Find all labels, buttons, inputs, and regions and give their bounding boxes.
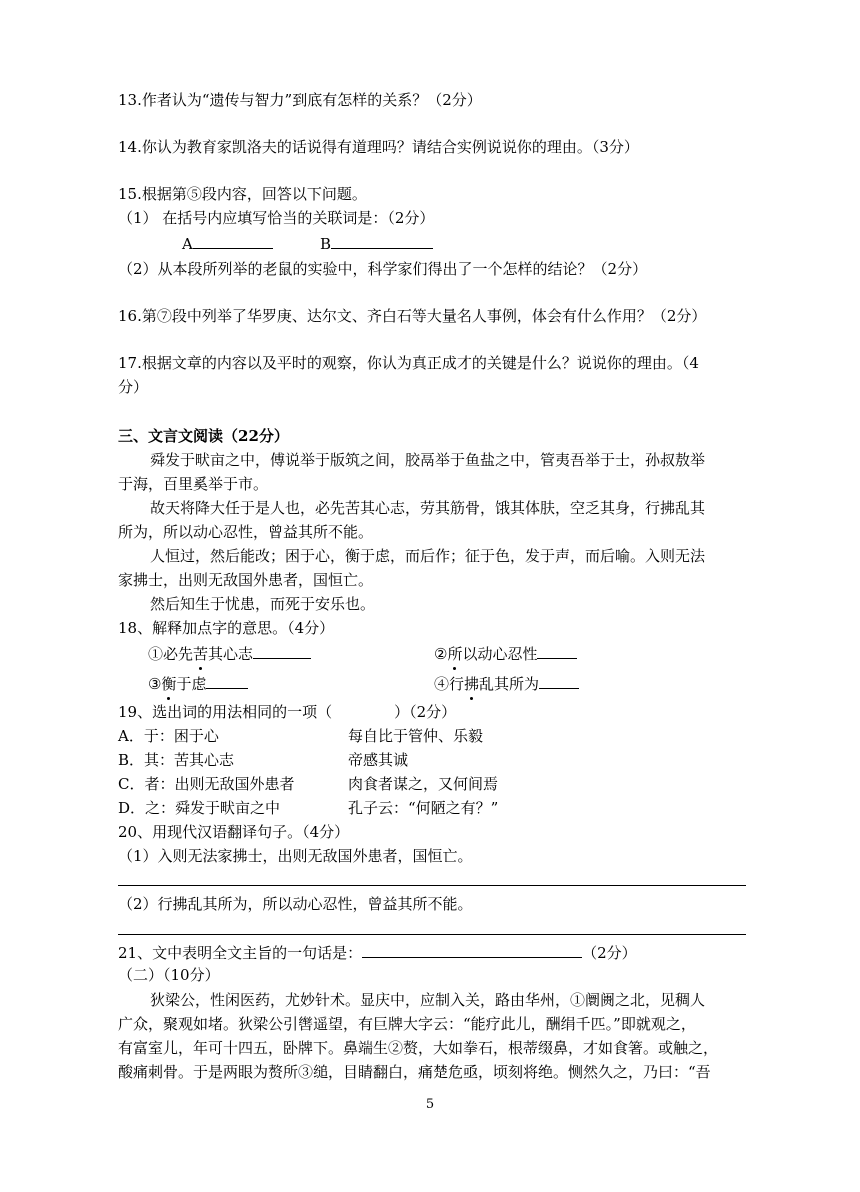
- question-14: 14.你认为教育家凯洛夫的话说得有道理吗？请结合实例说说你的理由。（3分）: [118, 138, 639, 156]
- page-number: 5: [425, 1097, 435, 1112]
- passage2-line: 有富室儿，年可十四五，卧牌下。鼻端生②赘，大如拳石，根蒂缀鼻，才如食箸。或触之，: [118, 1039, 719, 1057]
- item-text: 乱其所为: [479, 675, 540, 693]
- item-text: ④行: [434, 675, 465, 693]
- item-text: ②: [434, 645, 448, 663]
- passage-line: 人恒过，然后能改；困于心，衡于虑，而后作；征于色，发于声，而后喻。入则无法: [150, 547, 706, 565]
- question-21: [118, 941, 748, 965]
- item-text: 其心志: [208, 645, 254, 663]
- answer-line: [118, 885, 746, 886]
- answer-blank: [362, 941, 582, 958]
- dotted-char: 衡: [161, 672, 176, 696]
- question-19-title: [118, 700, 748, 724]
- question-13: 13.作者认为“遗传与智力”到底有怎样的关系？（2分）: [118, 91, 482, 109]
- option-d-right: 孔子云：“何陋之有？”: [348, 799, 499, 817]
- question-18-item-3: [148, 672, 408, 696]
- question-15-blank-b: [320, 232, 860, 256]
- item-text: ①必先: [148, 645, 194, 663]
- part-2-heading: （二）（10分）: [118, 966, 220, 984]
- passage-line: 然后知生于忧患，而死于安乐也。: [150, 595, 376, 613]
- question-17-line2: 分）: [118, 378, 149, 396]
- passage-line: 所为，所以动心忍性，曾益其所不能。: [118, 523, 374, 541]
- option-b-left: B．其：苦其心志: [118, 751, 235, 769]
- blank-b-line: [331, 232, 433, 249]
- answer-blank: [253, 642, 311, 659]
- question-20-sentence-2: （2）行拂乱其所为，所以动心忍性，曾益其所不能。: [118, 895, 473, 913]
- option-c-left: C．者：出则无敌国外患者: [118, 775, 295, 793]
- passage-line: 家拂士，出则无敌国外患者，国恒亡。: [118, 571, 374, 589]
- q21-points: （2分）: [582, 944, 637, 962]
- q19-title-end: ）（2分）: [394, 703, 457, 721]
- answer-blank: [206, 672, 248, 689]
- answer-blank: [537, 642, 577, 659]
- question-16: 16.第⑦段中列举了华罗庚、达尔文、齐白石等大量名人事例，体会有什么作用？（2分）: [118, 307, 707, 325]
- question-15-title: 15.根据第⑤段内容，回答以下问题。: [118, 185, 367, 203]
- passage2-line: 狄梁公，性闲医药，尤妙针术。显庆中，应制入关，路由华州，①阛阓之北，见稠人: [150, 991, 706, 1009]
- passage-line: 于海，百里奚举于市。: [118, 475, 269, 493]
- q19-title-start: 19、选出词的用法相同的一项（: [118, 703, 333, 721]
- passage2-line: 酸痛刺骨。于是两眼为赘所③缒，目睛翻白，痛楚危亟，顷刻将绝。恻然久之，乃曰：“吾: [118, 1063, 711, 1081]
- q21-text: 21、文中表明全文主旨的一句话是：: [118, 944, 363, 962]
- blank-a-line: [193, 232, 273, 249]
- question-20-sentence-1: （1）入则无法家拂士，出则无敌国外患者，国恒亡。: [118, 847, 473, 865]
- question-18-item-1: [148, 642, 408, 666]
- question-18-title: 18、解释加点字的意思。（4分）: [118, 619, 335, 637]
- answer-blank: [539, 672, 579, 689]
- item-text: 于虑: [176, 675, 207, 693]
- option-d-left: D．之：舜发于畎亩之中: [118, 799, 281, 817]
- blank-a-label: A: [182, 235, 193, 253]
- answer-line: [118, 934, 746, 935]
- option-a-left: A．于：困于心: [118, 727, 219, 745]
- dotted-char: 拂: [464, 672, 479, 696]
- section-3-heading: 三、文言文阅读（22分）: [118, 427, 289, 445]
- passage-line: 舜发于畎亩之中，傅说举于版筑之间，胶鬲举于鱼盐之中，管夷吾举于士，孙叔敖举: [150, 451, 706, 469]
- passage-line: 故天将降大任于是人也，必先苦其心志，劳其筋骨，饿其体肤，空乏其身，行拂乱其: [150, 499, 706, 517]
- option-a-right: 每自比于管仲、乐毅: [348, 727, 484, 745]
- passage2-line: 广众，聚观如堵。狄梁公引辔遥望，有巨牌大字云：“能疗此儿，酬绢千匹。”即就观之，: [118, 1015, 696, 1033]
- item-text: 以动心忍性: [462, 645, 538, 663]
- question-18-item-2: [434, 642, 694, 666]
- question-20-title: 20、用现代汉语翻译句子。（4分）: [118, 823, 350, 841]
- option-b-right: 帝感其诚: [348, 751, 409, 769]
- option-c-right: 肉食者谋之，又何间焉: [348, 775, 499, 793]
- question-18-item-4: [434, 672, 694, 696]
- question-15-sub1: （1） 在括号内应填写恰当的关联词是：（2分）: [118, 209, 435, 227]
- question-17-line1: 17.根据文章的内容以及平时的观察，你认为真正成才的关键是什么？说说你的理由。（4: [118, 354, 699, 372]
- question-15-sub2: （2）从本段所列举的老鼠的实验中，科学家们得出了一个怎样的结论？（2分）: [118, 260, 648, 278]
- dotted-char: 苦: [193, 642, 208, 666]
- blank-b-label: B: [320, 235, 332, 253]
- dotted-char: 所: [447, 642, 462, 666]
- item-text: ③: [148, 675, 162, 693]
